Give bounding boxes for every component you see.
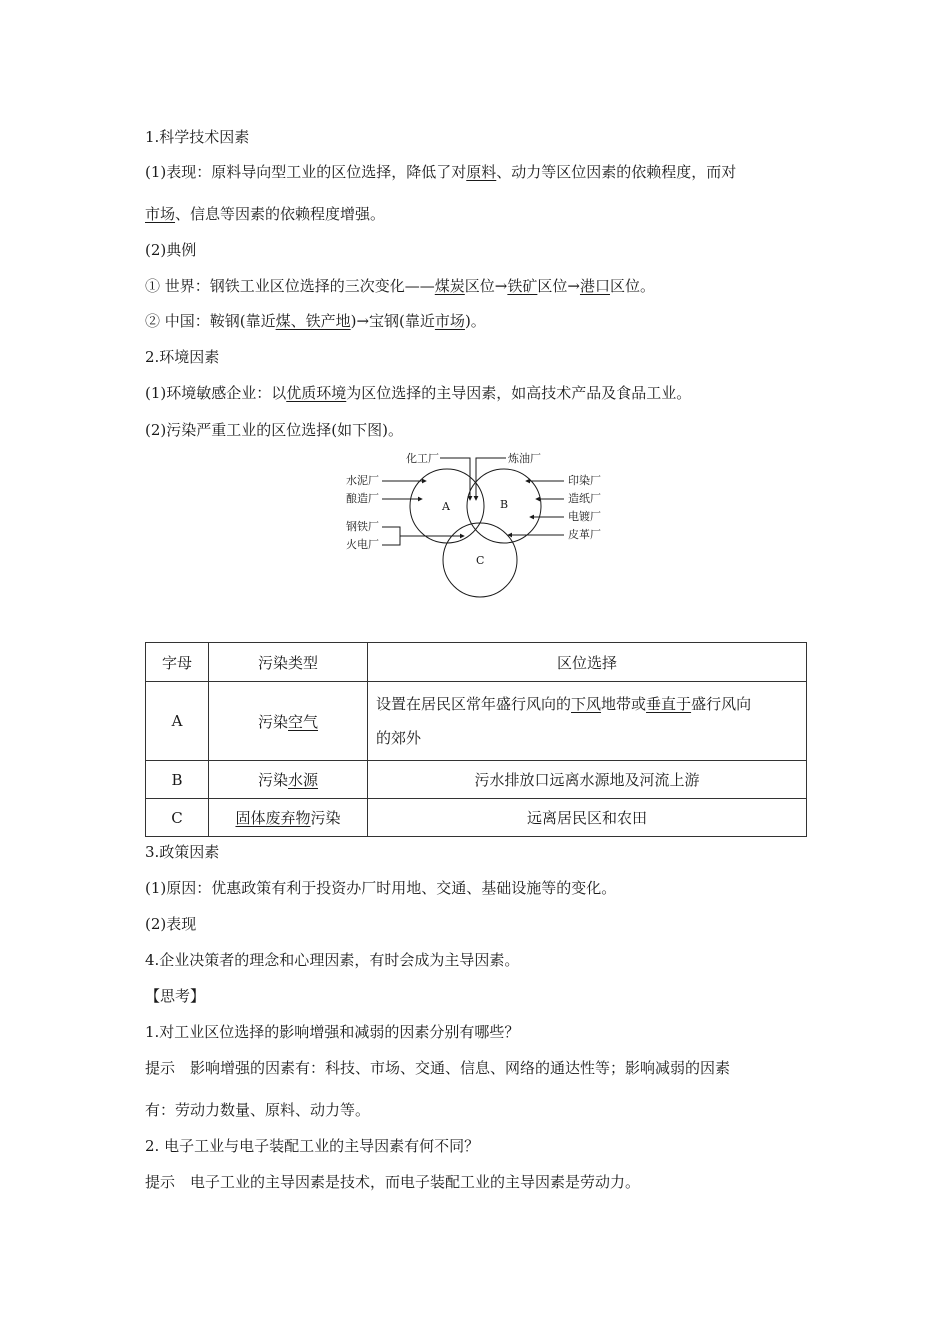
cell-location: 远离居民区和农田 (368, 799, 807, 837)
cell-letter: B (146, 761, 209, 799)
header-type: 污染类型 (209, 643, 368, 682)
example-china: ② 中国：鞍钢(靠近煤、铁产地)→宝钢(靠近市场)。 (145, 312, 486, 330)
table-row (146, 761, 807, 799)
section-3-para-2: (2)表现 (145, 915, 197, 933)
table-row (146, 682, 807, 761)
think-question-2: 2. 电子工业与电子装配工业的主导因素有何不同？ (145, 1137, 480, 1155)
label-refinery: 炼油厂 (508, 452, 541, 465)
example-world: ① 世界：钢铁工业区位选择的三次变化——煤炭区位→铁矿区位→港口区位。 (145, 277, 655, 295)
section-3-heading: 3.政策因素 (145, 843, 220, 861)
label-steel-plant: 钢铁厂 (346, 520, 379, 533)
label-dye-plant: 印染厂 (568, 474, 601, 487)
label-tannery: 皮革厂 (568, 528, 601, 541)
header-location: 区位选择 (368, 643, 807, 682)
section-3-para-1: (1)原因：优惠政策有利于投资办厂时用地、交通、基础设施等的变化。 (145, 879, 617, 897)
table-row (146, 799, 807, 837)
label-brewery: 酿造厂 (346, 492, 379, 505)
think-answer-1-cont: 有：劳动力数量、原料、动力等。 (145, 1101, 371, 1119)
think-answer-2: 提示 电子工业的主导因素是技术，而电子装配工业的主导因素是劳动力。 (145, 1173, 641, 1191)
cell-type: 污染水源 (209, 761, 368, 799)
section-2-heading: 2.环境因素 (145, 348, 220, 366)
cell-type: 污染空气 (209, 682, 368, 761)
label-plating-plant: 电镀厂 (568, 510, 601, 523)
section-1-heading: 1.科学技术因素 (145, 128, 250, 146)
label-paper-mill: 造纸厂 (568, 492, 601, 505)
label-a: A (442, 500, 450, 513)
label-chemical-plant: 化工厂 (406, 452, 439, 465)
cell-location: 设置在居民区常年盛行风向的下风地带或垂直于盛行风向 的郊外 (368, 682, 807, 761)
pollution-diagram (330, 448, 630, 608)
cell-letter: A (146, 682, 209, 761)
label-cement-plant: 水泥厂 (346, 474, 379, 487)
cell-letter: C (146, 799, 209, 837)
section-4-heading: 4.企业决策者的理念和心理因素，有时会成为主导因素。 (145, 951, 520, 969)
think-answer-1: 提示 影响增强的因素有：科技、市场、交通、信息、网络的通达性等；影响减弱的因素 (145, 1059, 731, 1077)
label-c: C (476, 554, 485, 567)
section-1-para-cont: 市场、信息等因素的依赖程度增强。 (145, 205, 386, 223)
cell-type: 固体废弃物污染 (209, 799, 368, 837)
think-question-1: 1.对工业区位选择的影响增强和减弱的因素分别有哪些？ (145, 1023, 520, 1041)
table-header-row (146, 643, 807, 682)
section-2-para-2: (2)污染严重工业的区位选择(如下图)。 (145, 421, 403, 439)
header-letter: 字母 (146, 643, 209, 682)
section-2-para-1: (1)环境敏感企业：以优质环境为区位选择的主导因素，如高技术产品及食品工业。 (145, 384, 692, 402)
think-title: 【思考】 (145, 987, 206, 1005)
pollution-table (145, 642, 807, 837)
cell-location: 污水排放口远离水源地及河流上游 (368, 761, 807, 799)
label-power-plant: 火电厂 (346, 538, 379, 551)
label-b: B (500, 498, 509, 511)
section-1-example-heading: (2)典例 (145, 241, 197, 259)
section-1-para: (1)表现：原料导向型工业的区位选择，降低了对原料、动力等区位因素的依赖程度，而对 (145, 163, 737, 181)
